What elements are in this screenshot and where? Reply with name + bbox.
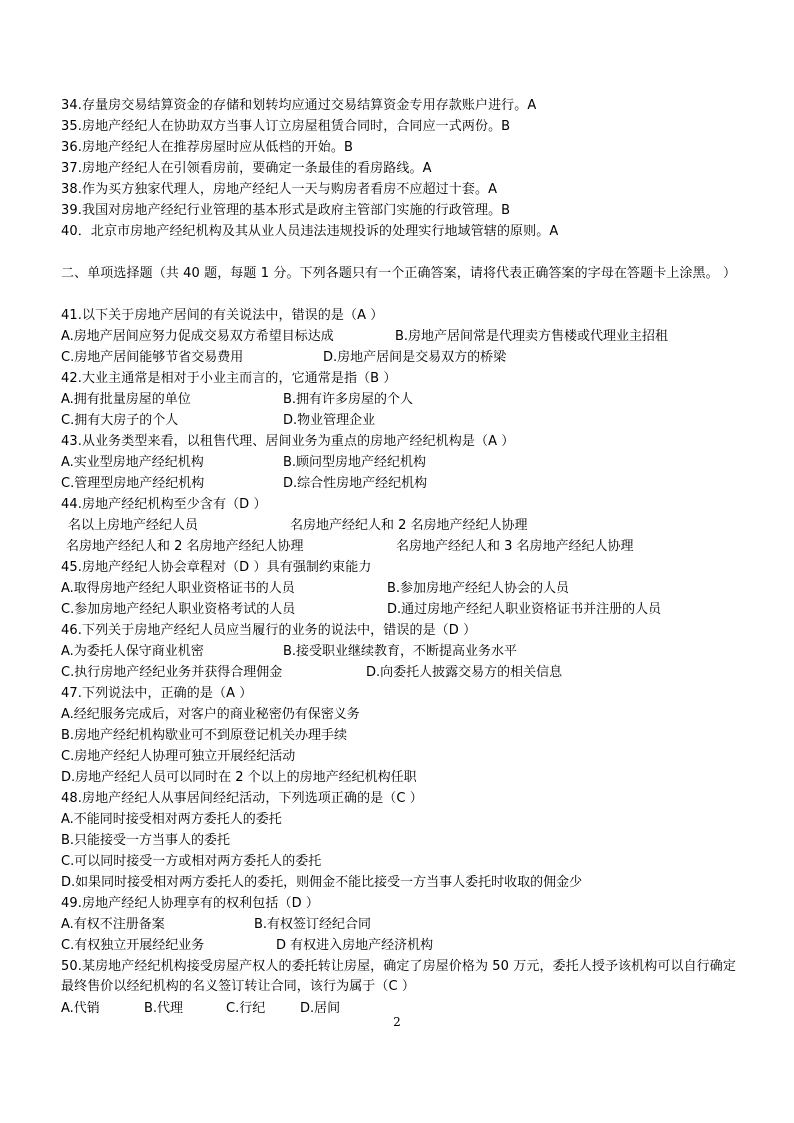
question-stem: 50.某房地产经纪机构接受房屋产权人的委托转让房屋，确定了房屋价格为 50 万元，委托人授予该机构可以自行确定最终售价以经纪机构的名义签订转让合同，该行为属于（C ） — [61, 959, 736, 994]
option-c: C.可以同时接受一方或相对两方委托人的委托 — [61, 854, 322, 869]
option-a: A.为委托人保守商业机密 — [61, 644, 204, 659]
option-b: B.拥有许多房屋的个人 — [283, 392, 414, 407]
question-stem: 45.房地产经纪人协会章程对（D ）具有强制约束能力 — [61, 560, 372, 575]
option-c: C.管理型房地产经纪机构 — [61, 476, 205, 491]
option-d: D.物业管理企业 — [283, 413, 376, 428]
option-a: A.代销 — [61, 1001, 100, 1016]
question-stem: 41.以下关于房地产居间的有关说法中，错误的是（A ） — [61, 308, 384, 323]
option-a: A.实业型房地产经纪机构 — [61, 455, 204, 470]
option-c: C.有权独立开展经纪业务 — [61, 938, 205, 953]
option-d: D.如果同时接受相对两方委托人的委托，则佣金不能比接受一方当事人委托时收取的佣金少 — [61, 875, 583, 890]
answer-line-37: 37.房地产经纪人在引领看房前，要确定一条最佳的看房路线。A — [61, 161, 432, 176]
option-c: C.房地产经纪人协理可独立开展经纪活动 — [61, 749, 296, 764]
answer-line-35: 35.房地产经纪人在协助双方当事人订立房屋租赁合同时，合同应一式两份。B — [61, 119, 511, 134]
option-b: B.只能接受一方当事人的委托 — [61, 833, 231, 848]
question-stem: 44.房地产经纪机构至少含有（D ） — [61, 497, 267, 512]
option-a: A.拥有批量房屋的单位 — [61, 392, 191, 407]
option-d: D.居间 — [300, 1001, 341, 1016]
option-b: B.房地产居间常是代理卖方售楼或代理业主招租 — [395, 329, 669, 344]
option-c: 名房地产经纪人和 2 名房地产经纪人协理 — [66, 539, 304, 554]
option-b: B.有权签订经纪合同 — [254, 917, 372, 932]
question-stem: 49.房地产经纪人协理享有的权利包括（D ） — [61, 896, 320, 911]
option-b: B.接受职业继续教育，不断提高业务水平 — [283, 644, 518, 659]
question-stem: 42.大业主通常是相对于小业主而言的，它通常是指（B ） — [61, 371, 397, 386]
option-d: D.房地产经纪人员可以同时在 2 个以上的房地产经纪机构任职 — [61, 770, 417, 785]
section-heading: 二、单项选择题（共 40 题，每题 1 分。下列各题只有一个正确答案，请将代表正确答案的字母在答题卡上涂黑。 ） — [61, 266, 737, 281]
option-d: D.房地产居间是交易双方的桥梁 — [323, 350, 507, 365]
option-a: A.取得房地产经纪人职业资格证书的人员 — [61, 581, 295, 596]
option-a: 名以上房地产经纪人员 — [68, 518, 199, 533]
answer-line-40: 40．北京市房地产经纪机构及其从业人员违法违规投诉的处理实行地域管辖的原则。A — [61, 224, 559, 239]
option-c: C.行纪 — [226, 1001, 266, 1016]
option-d: D.向委托人披露交易方的相关信息 — [366, 665, 563, 680]
option-a: A.经纪服务完成后，对客户的商业秘密仍有保密义务 — [61, 707, 360, 722]
option-d: 名房地产经纪人和 3 名房地产经纪人协理 — [396, 539, 634, 554]
option-c: C.执行房地产经纪业务并获得合理佣金 — [61, 665, 283, 680]
option-a: A.房地产居间应努力促成交易双方希望目标达成 — [61, 329, 334, 344]
question-stem: 46.下列关于房地产经纪人员应当履行的业务的说法中，错误的是（D ） — [61, 623, 477, 638]
option-a: A.不能同时接受相对两方委托人的委托 — [61, 812, 282, 827]
option-d: D.综合性房地产经纪机构 — [283, 476, 428, 491]
option-c: C.房地产居间能够节省交易费用 — [61, 350, 244, 365]
option-d: D.通过房地产经纪人职业资格证书并注册的人员 — [387, 602, 662, 617]
option-b: B.房地产经纪机构歇业可不到原登记机关办理手续 — [61, 728, 348, 743]
answer-line-39: 39.我国对房地产经纪行业管理的基本形式是政府主管部门实施的行政管理。B — [61, 203, 511, 218]
option-b: B.参加房地产经纪人协会的人员 — [387, 581, 570, 596]
option-c: C.拥有大房子的个人 — [61, 413, 179, 428]
option-a: A.有权不注册备案 — [61, 917, 165, 932]
option-b: B.顾问型房地产经纪机构 — [283, 455, 427, 470]
question-stem: 47.下列说法中，正确的是（A ） — [61, 686, 253, 701]
answer-line-36: 36.房地产经纪人在推荐房屋时应从低档的开始。B — [61, 140, 353, 155]
option-c: C.参加房地产经纪人职业资格考试的人员 — [61, 602, 296, 617]
page-number: 2 — [393, 1015, 401, 1029]
question-stem: 43.从业务类型来看，以租售代理、居间业务为重点的房地产经纪机构是（A ） — [61, 434, 515, 449]
option-b: B.代理 — [144, 1001, 184, 1016]
question-stem: 48.房地产经纪人从事居间经纪活动，下列选项正确的是（C ） — [61, 791, 423, 806]
answer-line-38: 38.作为买方独家代理人，房地产经纪人一天与购房者看房不应超过十套。A — [61, 182, 498, 197]
answer-line-34: 34.存量房交易结算资金的存储和划转均应通过交易结算资金专用存款账户进行。A — [61, 98, 537, 113]
option-d: D 有权进入房地产经济机构 — [276, 938, 434, 953]
option-b: 名房地产经纪人和 2 名房地产经纪人协理 — [290, 518, 528, 533]
